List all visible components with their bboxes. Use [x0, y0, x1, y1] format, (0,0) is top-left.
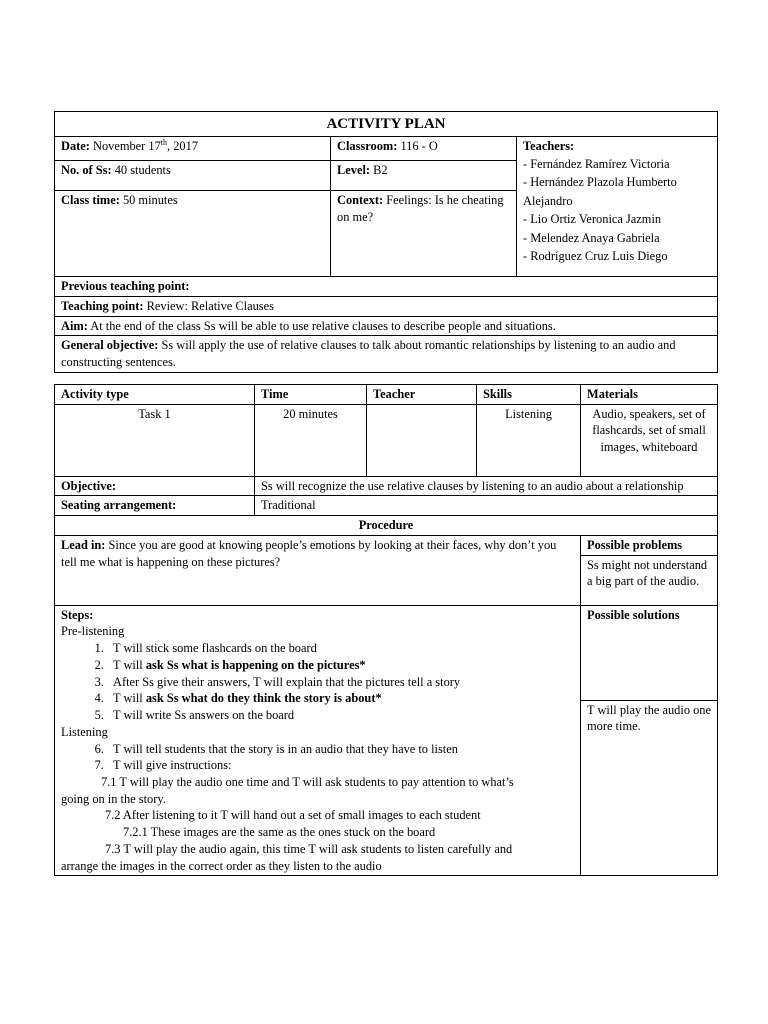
previous-teaching-point: Previous teaching point:: [55, 277, 718, 297]
header-teacher: Teacher: [367, 385, 477, 405]
substep-7-2-1: 7.2.1 These images are the same as the ones stuck on the board: [123, 825, 436, 840]
possible-solutions-value: T will play the audio one more time.: [581, 700, 718, 876]
list-item: 3. After Ss give their answers, T will explain that the pictures tell a story: [107, 674, 574, 691]
teacher-value: [367, 404, 477, 476]
activity-table: [54, 384, 718, 876]
teacher-item: - Hernández Plazola Humberto Alejandro: [523, 175, 677, 208]
steps-list-listening: [61, 741, 574, 774]
teaching-point: Teaching point: Review: Relative Clauses: [55, 296, 718, 316]
general-objective: General objective: Ss will apply the use of relative clauses to talk about romantic relationships by listening to an audio and constructing sentences.: [55, 336, 718, 372]
seating-label: Seating arrangement:: [55, 496, 255, 516]
lead-in: Lead in: Since you are good at knowing people’s emotions by looking at their faces, why don’t you tell me what is happening on these pictures?: [55, 535, 581, 605]
plan-title: ACTIVITY PLAN: [55, 112, 718, 137]
header-activity-type: Activity type: [55, 385, 255, 405]
possible-problems-value: Ss might not understand a big part of the audio.: [581, 555, 718, 605]
context-cell: Context: Feelings: Is he cheating on me?: [331, 191, 517, 277]
substep-7-3-cont: arrange the images in the correct order as they listen to the audio: [61, 858, 382, 873]
substep-7-2: 7.2 After listening to it T will hand out a set of small images to each student: [105, 808, 481, 823]
teacher-item: - Fernández Ramírez Victoria: [523, 156, 670, 171]
steps: Steps: Pre-listening 1. T will stick some flashcards on the board 2. T will ask Ss what is happening on the pictures* 3. After Ss give their answers, T will explain that the pictures tell a story 4. T will ask Ss what do they think the story is about* 5. T will write Ss answers on the board Listening 6. T will tell students that the story is in an audio that they have to listen 7. T will give instructions: 7.1 T will play the audio one time and T will ask students to pay attention to what’s going on in the story. 7.2 After listening to it T will hand out a set of small images to each student 7.2.1 These images are the same as the ones stuck on the board 7.3 T will play the audio again, this time T will ask students to listen carefully and arrange the images in the correct order as they listen to the audio: [55, 605, 581, 876]
classtime-cell: Class time: 50 minutes: [55, 191, 331, 277]
substep-7-1-cont: going on in the story.: [61, 791, 166, 806]
activity-type-value: Task 1: [55, 404, 255, 476]
listening-label: Listening: [61, 724, 108, 739]
date-cell: Date: November 17th, 2017: [55, 137, 331, 161]
students-cell: No. of Ss: 40 students: [55, 161, 331, 191]
header-time: Time: [255, 385, 367, 405]
steps-list-pre: [61, 640, 574, 724]
header-materials: Materials: [581, 385, 718, 405]
activity-plan-header-table: [54, 111, 718, 373]
objective-label: Objective:: [55, 476, 255, 496]
list-item: 7. T will give instructions:: [107, 757, 574, 774]
list-item: 6. T will tell students that the story is in an audio that they have to listen: [107, 741, 574, 758]
list-item: 2. T will ask Ss what is happening on the pictures*: [107, 657, 574, 674]
possible-solutions-label: Possible solutions: [581, 605, 718, 700]
classroom-cell: Classroom: 116 - O: [331, 137, 517, 161]
materials-value: Audio, speakers, set of flashcards, set of small images, whiteboard: [581, 404, 718, 476]
pre-listening-label: Pre-listening: [61, 624, 125, 639]
list-item: 4. T will ask Ss what do they think the story is about*: [107, 690, 574, 707]
teacher-item: - Lio Ortiz Veronica Jazmin: [523, 212, 662, 227]
teacher-item: - Rodríguez Cruz Luis Diego: [523, 249, 668, 264]
objective-value: Ss will recognize the use relative clauses by listening to an audio about a relationship: [255, 476, 718, 496]
list-item: 1. T will stick some flashcards on the board: [107, 640, 574, 657]
skills-value: Listening: [477, 404, 581, 476]
aim: Aim: At the end of the class Ss will be able to use relative clauses to describe people and situations.: [55, 316, 718, 336]
teachers-cell: Teachers: - Fernández Ramírez Victoria - Hernández Plazola Humberto Alejandro - Lio Ortiz Veronica Jazmin - Melendez Anaya Gabriela - Rodríguez Cruz Luis Diego: [517, 137, 718, 277]
teacher-item: - Melendez Anaya Gabriela: [523, 230, 660, 245]
header-skills: Skills: [477, 385, 581, 405]
list-item: 5. T will write Ss answers on the board: [107, 707, 574, 724]
possible-problems-label: Possible problems: [581, 535, 718, 555]
substep-7-3: 7.3 T will play the audio again, this time T will ask students to listen carefully and: [105, 841, 513, 856]
seating-value: Traditional: [255, 496, 718, 516]
procedure-heading: Procedure: [55, 516, 718, 536]
substep-7-1: 7.1 T will play the audio one time and T will ask students to pay attention to what’s: [101, 775, 514, 790]
time-value: 20 minutes: [255, 404, 367, 476]
level-cell: Level: B2: [331, 161, 517, 191]
